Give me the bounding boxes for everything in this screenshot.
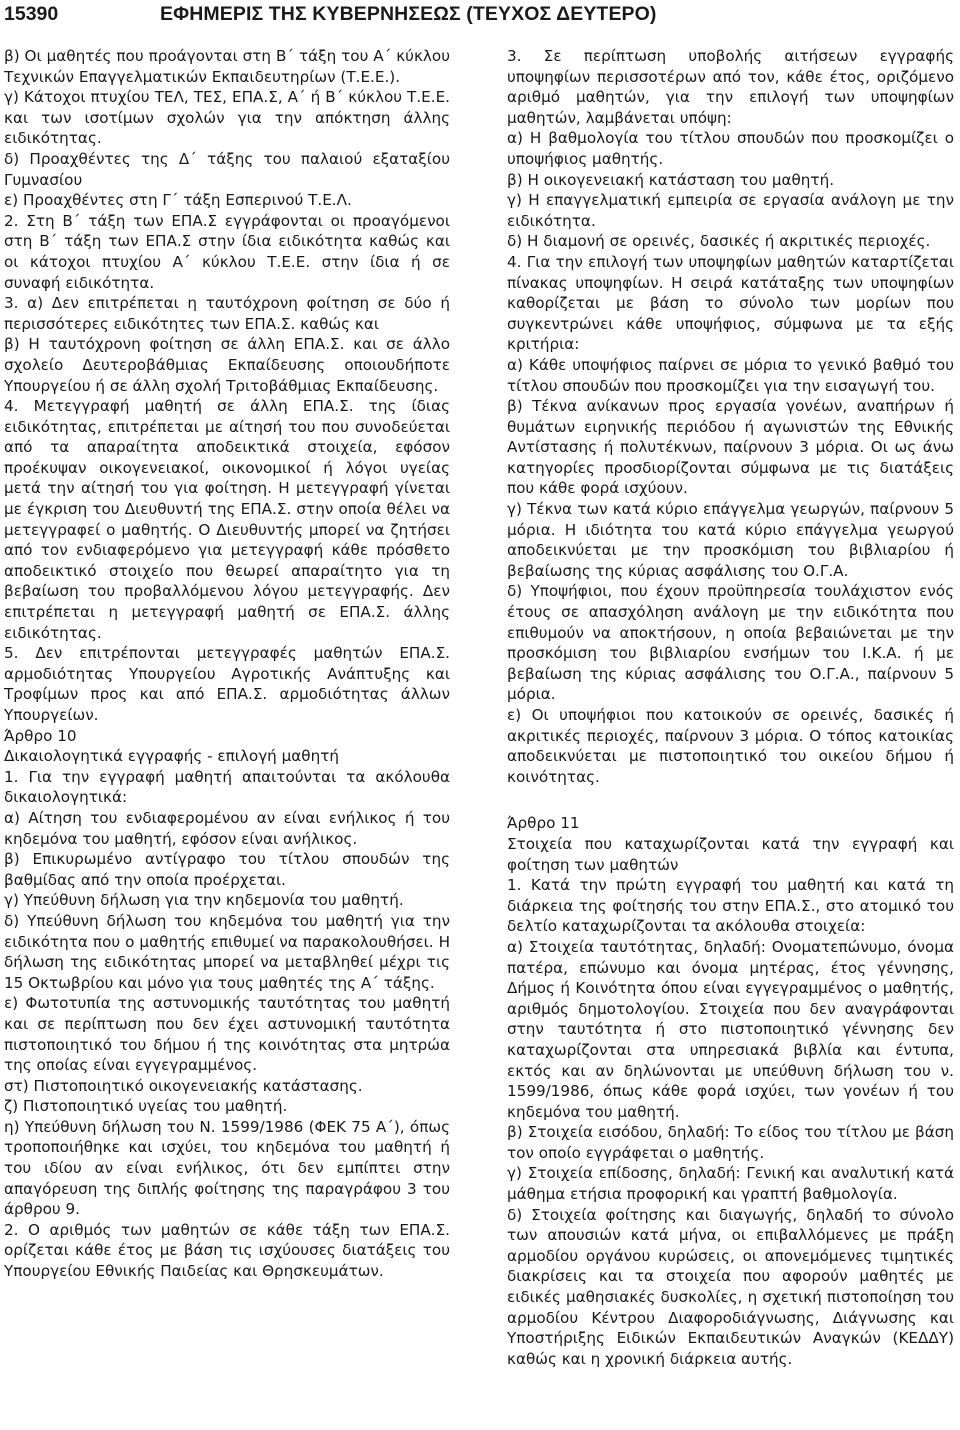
running-title: ΕΦΗΜΕΡΙΣ ΤΗΣ ΚΥΒΕΡΝΗΣΕΩΣ (ΤΕΥΧΟΣ ΔΕΥΤΕΡΟ)	[160, 3, 657, 25]
paragraph: β) Στοιχεία εισόδου, δηλαδή: Το είδος του τίτλου με βάση τον οποίο εγγράφεται ο μαθητής.	[507, 1123, 954, 1162]
paragraph: 4. Για την επιλογή των υποψηφίων μαθητών καταρτίζεται πίνακας υποψηφίων. Η σειρά κατάταξης των υποψηφίων καθορίζεται με βάση το σύνολο των μορίων που συγκεντρώνει κάθε υποψήφιος, σύμφωνα με τα εξής κριτήρια:	[507, 252, 954, 354]
paragraph: δ) Υποψήφιοι, που έχουν προϋπηρεσία τουλάχιστον ενός έτους σε απασχόληση ανάλογη με την ειδικότητα που επιθυμούν να αποκτήσουν, η οποία βεβαιώνεται με την προσκόμιση του βιβλιαρίου ενσήμων του Ι.Κ.Α. ή με βεβαίωση της κύριας ασφάλισης του Ο.Γ.Α., παίρνουν 5 μόρια.	[507, 582, 954, 704]
paragraph: 2. Στη Β΄ τάξη των ΕΠΑ.Σ εγγράφονται οι προαγόμενοι στη Β΄ τάξη των ΕΠΑ.Σ στην ίδια ειδικότητα καθώς και οι κάτοχοι πτυχίου Α΄ κύκλου Τ.Ε.Ε. στην ίδια ή σε συναφή ειδικότητα.	[4, 211, 450, 292]
page-number: 15390	[4, 3, 59, 25]
paragraph: γ) Στοιχεία επίδοσης, δηλαδή: Γενική και αναλυτική κατά μάθημα ετήσια προφορική και γραπτή βαθμολογία.	[507, 1164, 954, 1204]
paragraph: ε) Φωτοτυπία της αστυνομικής ταυτότητας του μαθητή και σε περίπτωση που δεν έχει αστυνομική ταυτότητα πιστοποιητικό του δήμου ή της κοινότητας στα μητρώα της οποίας είναι εγγεγραμμένος.	[4, 994, 450, 1075]
paragraph: ε) Οι υποψήφιοι που κατοικούν σε ορεινές, δασικές ή ακριτικές περιοχές, παίρνουν 3 μόρια. Ο τόπος κατοικίας αποδεικνύεται με πιστοποιητικό του οικείου δήμου ή κοινότητας.	[507, 706, 954, 786]
left-column	[4, 46, 450, 1282]
paragraph: γ) Η επαγγελματική εμπειρία σε εργασία ανάλογη με την ειδικότητα.	[507, 191, 954, 230]
paragraph: γ) Υπεύθυνη δήλωση για την κηδεμονία του μαθητή.	[4, 891, 404, 910]
paragraph: δ) Υπεύθυνη δήλωση του κηδεμόνα του μαθητή για την ειδικότητα που ο μαθητής επιθυμεί να παρακολουθήσει. Η δήλωση της ειδικότητας μπορεί να μεταβληθεί μέχρι τις 15 Οκτωβρίου και μόνο για τους μαθητές της Α΄ τάξης.	[4, 911, 450, 992]
paragraph: β) Οι μαθητές που προάγονται στη Β΄ τάξη του Α΄ κύκλου Τεχνικών Επαγγελματικών Εκπαιδευτηρίων (Τ.Ε.Ε.).	[4, 47, 450, 86]
page-header	[0, 0, 960, 36]
paragraph: α) Η βαθμολογία του τίτλου σπουδών που προσκομίζει ο υποψήφιος μαθητής.	[507, 129, 954, 168]
article-title: Στοιχεία που καταχωρίζονται κατά την εγγραφή και φοίτηση των μαθητών	[507, 834, 954, 874]
paragraph: α) Αίτηση του ενδιαφερομένου αν είναι ενήλικος ή του κηδεμόνα του μαθητή, εφόσον είναι ανήλικος.	[4, 808, 450, 848]
paragraph: 1. Κατά την πρώτη εγγραφή του μαθητή και κατά τη διάρκεια της φοίτησής του στην ΕΠΑ.Σ., στο ατομικό του δελτίο καταχωρίζονται τα ακόλουθα στοιχεία:	[507, 876, 954, 936]
paragraph: δ) Προαχθέντες της Δ΄ τάξης του παλαιού εξαταξίου Γυμνασίου	[4, 149, 450, 189]
article-heading: Άρθρο 10	[4, 726, 77, 745]
paragraph: δ) Η διαμονή σε ορεινές, δασικές ή ακριτικές περιοχές.	[507, 232, 931, 251]
paragraph: γ) Κάτοχοι πτυχίου ΤΕΛ, ΤΕΣ, ΕΠΑ.Σ, Α΄ ή Β΄ κύκλου Τ.Ε.Ε. και των ισοτίμων σχολών για την απόκτηση άλλης ειδικότητας.	[4, 88, 450, 148]
paragraph: στ) Πιστοποιητικό οικογενειακής κατάστασης.	[4, 1076, 363, 1095]
paragraph: δ) Στοιχεία φοίτησης και διαγωγής, δηλαδή το σύνολο των απουσιών κατά μήνα, οι επιβαλλόμενες με πράξη αρμοδίου οργάνου κυρώσεις, οι απονεμόμενες τιμητικές διακρίσεις και τα στοιχεία που αφορούν μαθητές με ειδικές μαθησιακές δυσκολίες, η σχετική πιστοποίηση του αρμοδίου Κέντρου Διαφοροδιάγνωσης, Διάγνωσης και Υποστήριξης Ειδικών Εκπαιδευτικών Αναγκών (ΚΕΔΔΥ) καθώς και η χρονική διάρκεια αυτής.	[507, 1205, 954, 1368]
paragraph: α) Στοιχεία ταυτότητας, δηλαδή: Ονοματεπώνυμο, όνομα πατέρα, επώνυμο και όνομα μητέρας, έτος γέννησης, Δήμος ή Κοινότητα όπου είναι εγγεγραμμένος ο μαθητής, αριθμός δημοτολογίου. Στοιχεία που δεν αναγράφονται στην ταυτότητα ή στο πιστοποιητικό γέννησης δεν καταχωρίζονται στα υπηρεσιακά βιβλία και έντυπα, εκτός και αν δηλώνονται με υπεύθυνη δήλωση του ν. 1599/1986, όπως κάθε φορά ισχύει, των γονέων ή του κηδεμόνα του μαθητή.	[507, 937, 954, 1121]
paragraph: 5. Δεν επιτρέπονται μετεγγραφές μαθητών ΕΠΑ.Σ. αρμοδιότητας Υπουργείου Αγροτικής Ανάπτυξης και Τροφίμων προς και από ΕΠΑ.Σ. αρμοδιότητας άλλων Υπουργείων.	[4, 644, 450, 724]
paragraph: ζ) Πιστοποιητικό υγείας του μαθητή.	[4, 1097, 288, 1116]
paragraph: η) Υπεύθυνη δήλωση του Ν. 1599/1986 (ΦΕΚ 75 Α΄), όπως τροποποιήθηκε και ισχύει, του κηδεμόνα του μαθητή ή του ιδίου αν είναι ενήλικος, ότι δεν εμπίπτει στην απαγόρευση της διπλής φοίτησης της παραγράφου 3 του άρθρου 9.	[4, 1117, 450, 1219]
article-heading: Άρθρο 11	[507, 814, 580, 833]
paragraph: α) Κάθε υποψήφιος παίρνει σε μόρια το γενικό βαθμό του τίτλου σπουδών που προσκομίζει για την εισαγωγή του.	[507, 355, 954, 395]
paragraph: 1. Για την εγγραφή μαθητή απαιτούνται τα ακόλουθα δικαιολογητικά:	[4, 767, 450, 807]
paragraph: 2. Ο αριθμός των μαθητών σε κάθε τάξη των ΕΠΑ.Σ. ορίζεται κάθε έτος με βάση τις ισχύουσες διατάξεις του Υπουργείου Εθνικής Παιδείας και Θρησκευμάτων.	[4, 1220, 450, 1281]
paragraph: β) Η οικογενειακή κατάσταση του μαθητή.	[507, 170, 835, 189]
article-title: Δικαιολογητικά εγγραφής - επιλογή μαθητή	[4, 747, 339, 766]
right-column	[507, 46, 954, 1369]
paragraph: γ) Τέκνα των κατά κύριο επάγγελμα γεωργών, παίρνουν 5 μόρια. Η ιδιότητα του κατά κύριο επάγγελμα γεωργού αποδεικνύεται με την προσκόμιση του βιβλιαρίου ή βεβαίωσης της κύριας ασφάλισης του Ο.Γ.Α.	[507, 500, 954, 580]
paragraph: β) Επικυρωμένο αντίγραφο του τίτλου σπουδών της βαθμίδας από την οποία προέρχεται.	[4, 850, 450, 889]
paragraph: 3. Σε περίπτωση υποβολής αιτήσεων εγγραφής υποψηφίων περισσοτέρων από τον, κάθε έτος, οριζόμενο αριθμό μαθητών, για την επιλογή των υποψηφίων μαθητών, λαμβάνεται υπόψη:	[507, 47, 954, 127]
paragraph: 3. α) Δεν επιτρέπεται η ταυτόχρονη φοίτηση σε δύο ή περισσότερες ειδικότητες των ΕΠΑ.Σ. καθώς και	[4, 294, 450, 333]
paragraph: β) Τέκνα ανίκανων προς εργασία γονέων, αναπήρων ή θυμάτων ειρηνικής περιόδου ή αγωνιστών της Εθνικής Αντίστασης ή πολυτέκνων, παίρνουν 3 μόρια. Οι ως άνω κατηγορίες προσδιορίζονται σύμφωνα με τις διατάξεις που κάθε φορά ισχύουν.	[507, 397, 954, 498]
paragraph: ε) Προαχθέντες στη Γ΄ τάξη Εσπερινού Τ.Ε.Λ.	[4, 191, 352, 210]
paragraph: 4. Μετεγγραφή μαθητή σε άλλη ΕΠΑ.Σ. της ίδιας ειδικότητας, επιτρέπεται με αίτησή του που συνοδεύεται από τα απαραίτητα αποδεικτικά στοιχεία, εφόσον προέκυψαν οικογενειακοί, οικονομικοί ή λόγοι υγείας μετά την αίτησή του για φοίτηση. Η μετεγγραφή γίνεται με έγκριση του Διευθυντή της ΕΠΑ.Σ. στην οποία θέλει να μετεγγραφεί ο μαθητής. Ο Διευθυντής μπορεί να ζητήσει από τον ενδιαφερόμενο για μετεγγραφή κάθε πρόσθετο αποδεικτικό στοιχείο που θεωρεί απαραίτητο για τη βεβαίωση του προβαλλόμενου λόγου μετεγγραφής. Δεν επιτρέπεται η μετεγγραφή μαθητή σε ΕΠΑ.Σ. άλλης ειδικότητας.	[4, 397, 450, 642]
paragraph: β) Η ταυτόχρονη φοίτηση σε άλλη ΕΠΑ.Σ. και σε άλλο σχολείο Δευτεροβάθμιας Εκπαίδευσης οποιουδήποτε Υπουργείου ή σε άλλη σχολή Τριτοβάθμιας Εκπαίδευσης.	[4, 335, 450, 395]
